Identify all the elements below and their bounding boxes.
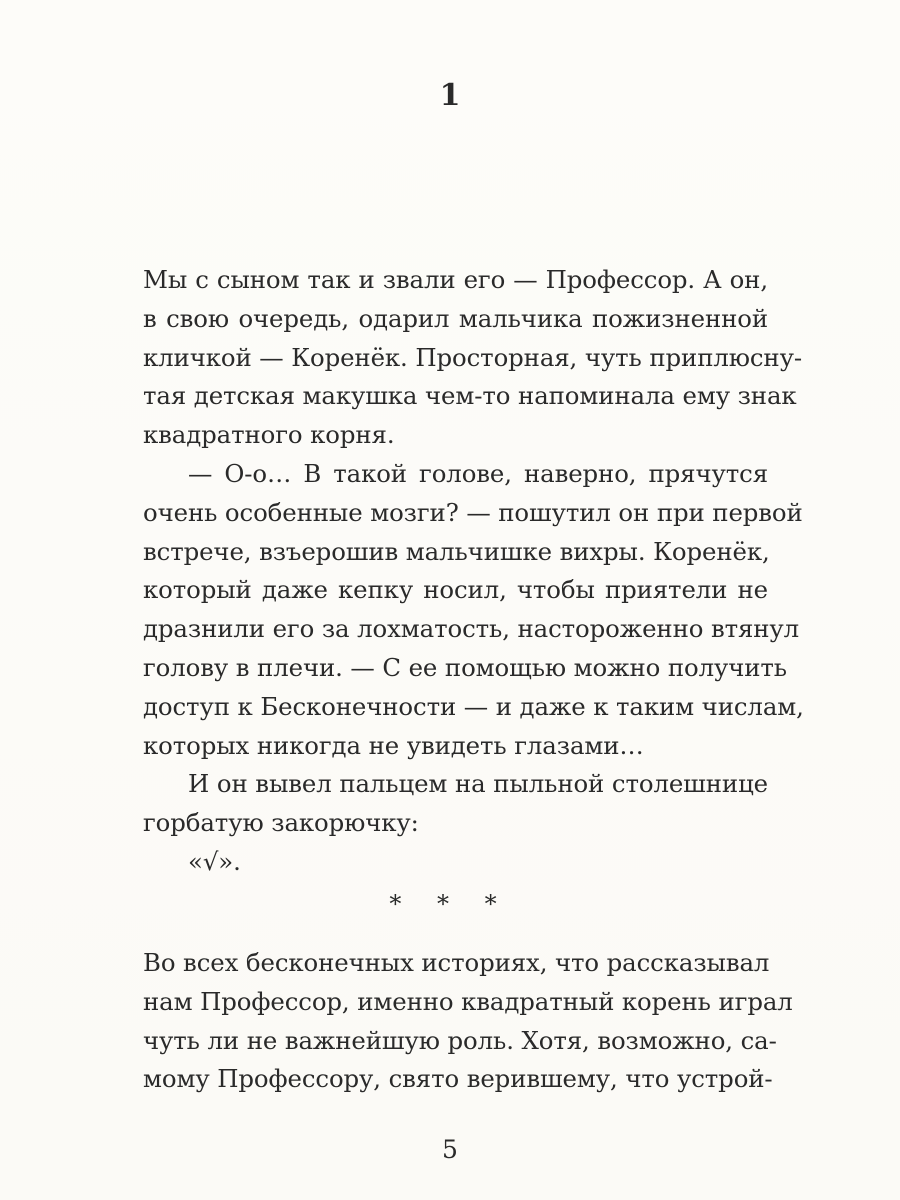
text-line: в свою очередь, одарил мальчика пожизненной (143, 303, 768, 333)
text-line: Во всех бесконечных историях, что рассказывал (143, 948, 770, 977)
text-line: встрече, взъерошив мальчишке вихры. Коренёк, (143, 536, 770, 566)
text-line: который даже кепку носил, чтобы приятели не (143, 575, 768, 605)
text-line: доступ к Бесконечности — и даже к таким числам, (143, 691, 804, 721)
text-line: «√». (188, 846, 241, 876)
section-separator: * * * (389, 890, 511, 918)
text-line: кличкой — Коренёк. Просторная, чуть приплюсну- (143, 342, 802, 372)
text-line: дразнили его за лохматость, настороженно втянул (143, 614, 800, 644)
section-text-block (143, 944, 793, 1099)
main-text-block (143, 261, 804, 882)
text-line: чуть ли не важнейшую роль. Хотя, возможно, са- (143, 1025, 777, 1055)
text-line: мому Профессору, свято верившему, что устрой- (143, 1064, 773, 1094)
text-line: квадратного корня. (143, 420, 395, 450)
text-line: тая детская макушка чем-то напоминала ему знак (143, 381, 797, 411)
chapter-number: 1 (439, 78, 461, 113)
page-number: 5 (442, 1135, 458, 1164)
text-line: горбатую закорючку: (143, 808, 419, 838)
text-line: нам Профессор, именно квадратный корень играл (143, 986, 793, 1016)
text-line: которых никогда не увидеть глазами… (143, 730, 644, 760)
text-line: И он вывел пальцем на пыльной столешнице (188, 769, 768, 799)
text-line: очень особенные мозги? — пошутил он при первой (143, 497, 803, 527)
text-line: — О-о… В такой голове, наверно, прячутся (188, 458, 768, 488)
text-line: голову в плечи. — С ее помощью можно получить (143, 652, 787, 682)
text-line: Мы с сыном так и звали его — Профессор. А он, (143, 265, 768, 294)
